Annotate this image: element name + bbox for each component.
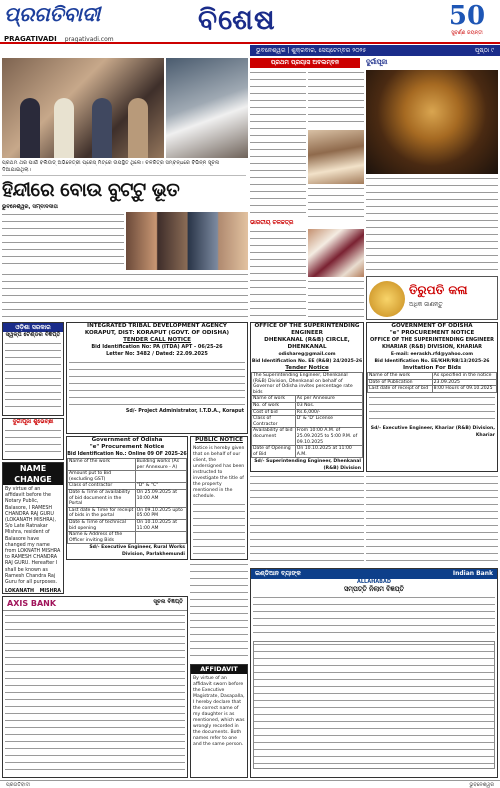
dh-value: On 10.10.2025 at 11:00 A.M. <box>295 446 362 458</box>
table-row <box>252 428 363 446</box>
gp-value: "D" & "C" <box>135 483 186 490</box>
dh-value: As per Annexure <box>295 396 362 403</box>
durga-puja-greeting[interactable] <box>2 418 64 460</box>
table-row <box>252 446 363 458</box>
story-photo-2[interactable] <box>308 229 364 277</box>
itda-signer: Sd/- Project Administrator, I.T.D.A., Koraput <box>125 409 244 414</box>
dh-label: Class of Contractor <box>252 416 296 428</box>
kh-signer: Sd/- Executive Engineer, Khariar (R&B) Division, Khariar <box>370 425 495 438</box>
ad-subtitle: ଅଧିକ ଜାଣନ୍ତୁ <box>409 301 443 308</box>
kh-office: OFFICE OF THE SUPERINTENDING ENGINEER KHARIAR (R&B) DIVISION, KHARIAR <box>369 337 495 350</box>
dh-subtitle: DHENKANAL (R&B) CIRCLE, DHENKANAL <box>264 337 350 350</box>
name-change-signer: LOKANATH MISHRA <box>5 589 61 594</box>
lead-headline[interactable]: ହିନ୍ଦୀରେ ବୋଉ ବୁଟ୍ଟୁ ଭୂତ <box>2 179 180 201</box>
table-row <box>252 396 363 403</box>
story-column-2 <box>308 70 364 128</box>
itda-bid-no: Bid Identification No: PA (ITDA) APT - 06/25-26 <box>91 344 223 350</box>
name-change-notice[interactable] <box>2 462 64 594</box>
story-subheading: ଭାରତୀୟ ଚଳଚ୍ଚିତ୍ର <box>250 220 294 226</box>
kh-label: Last date of receipt of bid <box>368 386 433 393</box>
story-column-1 <box>250 70 306 218</box>
newspaper-logo[interactable] <box>4 2 124 43</box>
khariar-tender-notice[interactable] <box>366 322 498 472</box>
footer-right: ଭୁବନେଶ୍ୱର <box>469 782 494 788</box>
kh-bid-no: Bid Identification No. EE/KHR/RB/13/2025-26 <box>374 359 490 364</box>
gp-signer: Sd/- Executive Engineer, Rural Works Division, Parlakhemundi <box>89 545 185 558</box>
dh-value: Rs.6,000/- <box>295 409 362 416</box>
story-column-2b <box>308 186 364 218</box>
kh-value: 23.09.2025 <box>432 379 496 386</box>
center-odia-column <box>250 474 364 566</box>
public-notice-body: Notice is hereby given that on behalf of our client, the undersigned has been instructed to investigate the title of the property mentioned in the schedule. <box>193 446 245 499</box>
dh-table <box>251 372 363 458</box>
anniversary-number: 50 <box>448 1 486 31</box>
gp-value: On 09.10.2025 upto 05:00 PM <box>135 507 186 519</box>
kh-label: Date of Publication <box>368 379 433 386</box>
table-row <box>252 402 363 409</box>
page-footer <box>0 780 500 788</box>
photo-figure <box>92 98 112 158</box>
name-change-body: By virtue of an affidavit before the Notary Public, Balasore, I RAMESH CHANDRA RAJ GURU (LOKANATH MISHRA), S/o Late Ratnakar Mishra, resident of Balasore have changed my name from LOKNATH MISHRA to RAMESH CHANDRA RAJ GURU. Hereafter I shall be known as Ramesh Chandra Raj Guru for all purposes. <box>5 487 61 586</box>
dh-value: From 10:00 A.M. of 25.09.2025 to 5:00 P.M. of 09.10.2025 <box>295 428 362 446</box>
table-row <box>368 386 497 393</box>
indian-bank-name-en: Indian Bank <box>452 570 493 577</box>
gp-label: Amount put to Bid (excluding GST) <box>68 471 136 483</box>
kh-title: GOVERNMENT OF ODISHA <box>391 323 473 329</box>
logo-text: ପ୍ରଗତିବାଦୀ <box>4 2 101 26</box>
dh-title: OFFICE OF THE SUPERINTENDING ENGINEER <box>254 323 360 336</box>
gp-bid-no: Bid Identification No.: Online 09 OF 2025-26 <box>67 452 187 457</box>
table-row <box>68 532 187 544</box>
dh-value: 03 Nos. <box>295 402 362 409</box>
photo-figure <box>54 98 74 158</box>
axis-bank-logo: AXIS BANK <box>7 599 57 608</box>
lead-photo[interactable] <box>2 58 164 158</box>
gp-label: Last date & Time for receipt of bids in the portal <box>69 507 134 519</box>
lead-photo-2[interactable] <box>166 58 248 158</box>
kh-email[interactable]: E-mail: eeraskh.rfd@yahoo.com <box>390 352 474 357</box>
affidavit-body: By virtue of an affidavit sworn before the Executive Magistrate, Dasapalla, I hereby declare that the correct name of my daughter is as mentioned, which was wrongly recorded in the documents. Both names refer to one and the same person. <box>193 676 245 747</box>
dateline-bar <box>250 45 500 56</box>
dh-type: Tender Notice <box>285 365 329 371</box>
dh-label: Cost of bid <box>252 409 296 416</box>
indian-bank-intro <box>253 595 495 639</box>
gp-type: "e" Procurement Notice <box>89 444 165 450</box>
kh-invitation: Invitation For Bids <box>402 365 462 371</box>
odia-notice-column <box>190 562 248 662</box>
ad-logo <box>369 281 405 317</box>
tirupati-ad[interactable] <box>366 276 498 320</box>
table-row <box>68 519 187 531</box>
page-number: ପୃଷ୍ଠା ୯ <box>474 47 494 54</box>
itda-subtitle: KORAPUT, DIST: KORAPUT (GOVT. OF ODISHA) <box>84 330 230 336</box>
odia-tender-body <box>5 341 61 411</box>
gp-label: Class of contractor <box>68 483 136 490</box>
story-column-3 <box>250 229 306 317</box>
masthead <box>0 0 500 44</box>
footer-left: ପ୍ରଗତିବାଦୀ <box>6 782 31 788</box>
kh-value: As specified in the notice <box>432 373 496 380</box>
gp-label: Date & Time of technical bid opening <box>68 519 136 531</box>
odia-tender-type: ସ୍ୱଳ୍ପ ଟେଣ୍ଡର ବିଜ୍ଞପ୍ତି <box>5 332 61 338</box>
gp-value: On 10.10.2025 at 11:00 AM <box>135 519 186 531</box>
logo-url[interactable]: pragativadi.com <box>64 36 114 43</box>
kh-value: 8:00 Hours of 09.10.2025 <box>432 386 496 393</box>
gp-label: Date & Time of availability of bid document in the Portal <box>68 489 136 507</box>
name-change-title: NAME CHANGE <box>3 463 63 485</box>
photo-figure <box>128 98 148 158</box>
table-row <box>68 459 187 471</box>
govt-procurement-notice[interactable] <box>66 436 188 560</box>
table-row <box>68 483 187 490</box>
axis-header <box>3 597 187 611</box>
gp-label: Name of the work <box>68 459 136 471</box>
lead-text-continued <box>2 272 248 318</box>
table-row <box>252 416 363 428</box>
anniversary-text: ସୁବର୍ଣ୍ଣ ଜୟନ୍ତୀ <box>451 30 483 36</box>
dh-bid-no: Bid Identification No. EE (R&B) 24/2025-26 <box>251 359 363 364</box>
photo-figure <box>20 98 40 158</box>
indian-bank-name-odia: ଇଣ୍ଡିଆନ ବ୍ୟାଙ୍କ <box>255 570 301 577</box>
dh-label: Name of work <box>252 396 296 403</box>
affidavit-title: AFFIDAVIT <box>191 665 247 674</box>
dhenkanal-tender-notice[interactable] <box>250 322 364 472</box>
gp-value <box>135 532 186 544</box>
right-odia-column <box>366 474 498 566</box>
table-row <box>68 489 187 507</box>
ad-title: ତିରୁପତି କଳା <box>409 283 468 297</box>
public-notice-more <box>193 502 245 560</box>
dh-label: Availability of bid document <box>252 428 296 446</box>
section-title: ବିଶେଷ <box>198 3 276 36</box>
date-text: ଭୁବନେଶ୍ୱର | ଶୁକ୍ରବାର, ସେପ୍ଟେମ୍ବର ୨୦୨୫ <box>256 47 367 54</box>
gp-table <box>67 458 187 544</box>
kh-more-text <box>369 395 495 423</box>
public-notice[interactable] <box>190 436 248 560</box>
story-photo-1[interactable] <box>308 130 364 184</box>
film-posters-image[interactable] <box>126 212 248 270</box>
lead-photo-caption: ପ୍ରଥମ ଥର ପାଇଁ ବଲିଉଡ୍ ଅଭିନେତ୍ରୀ ପ୍ରେସ୍ ମିଟ୍‌ରେ ଉପସ୍ଥିତ ଥିଲେ। ଚଳଚ୍ଚିତ୍ର ସମ୍ବନ୍ଧରେ ବିଭିନ୍ନ ସୂଚନା ଦିଆଯାଇଥିଲା। <box>2 160 246 176</box>
gp-value <box>135 471 186 483</box>
durga-puja-body <box>5 428 61 458</box>
table-row <box>368 373 497 380</box>
durga-heading: ଦୁର୍ଗାପୂଜା <box>366 58 388 66</box>
lead-byline: ଭୁବନେଶ୍ୱର, ସମ୍ବାଦଦାତା <box>2 204 58 210</box>
table-row <box>368 379 497 386</box>
durga-puja-heading: ଦୁର୍ଗାପୂଜା ଶୁଭେଚ୍ଛା <box>12 419 54 425</box>
affidavit-notice[interactable] <box>190 664 248 778</box>
public-notice-title: PUBLIC NOTICE <box>195 437 243 443</box>
story-column-4 <box>308 279 364 317</box>
dh-value: D' & 'D' License <box>295 416 362 428</box>
indian-bank-table <box>253 641 495 769</box>
indian-bank-notice[interactable] <box>250 568 498 778</box>
lead-text-column <box>2 212 124 264</box>
story-kicker: ପ୍ରଥମ ପ୍ରୟାସ ଅବଲମ୍ବନ <box>250 58 360 68</box>
itda-title: INTEGRATED TRIBAL DEVELOPMENT AGENCY <box>87 323 227 329</box>
odia-tender-title: ଓଡ଼ିଶା ସରକାର <box>3 323 63 332</box>
dh-cell: The Superintending Engineer, Dhenkanal (R&B) Division, Dhenkanal on behalf of Governor of Odisha invites percentage rate bids <box>252 373 363 396</box>
itda-type: TENDER CALL NOTICE <box>123 337 191 343</box>
axis-bank-notice[interactable] <box>2 596 188 778</box>
gp-title: Government of Odisha <box>91 437 163 443</box>
table-row <box>252 409 363 416</box>
indian-bank-tag: ALLAHABAD <box>357 579 391 585</box>
kh-label: Name of the work <box>368 373 433 380</box>
odia-tender-notice[interactable] <box>2 322 64 416</box>
durga-story-text <box>366 176 498 274</box>
itda-tender-notice[interactable] <box>66 322 248 434</box>
kh-table <box>367 372 497 393</box>
gp-value: On 25.09.2025 at 10:00 AM <box>135 489 186 507</box>
gp-value: Building works (As per Annexure - A) <box>135 459 186 471</box>
durga-idol-photo[interactable] <box>366 70 498 174</box>
indian-bank-heading: ସମ୍ପତ୍ତି ନିଲାମ ବିଜ୍ଞପ୍ତି <box>344 585 404 593</box>
table-row <box>68 471 187 483</box>
indian-bank-header <box>251 569 497 579</box>
dh-label: No. of work <box>252 402 296 409</box>
kh-type: "e" PROCUREMENT NOTICE <box>389 330 475 336</box>
dh-label: Date of Opening of Bid <box>252 446 296 458</box>
table-row <box>68 507 187 519</box>
itda-letter: Letter No: 3482 / Dated: 22.09.2025 <box>106 351 208 357</box>
gp-label: Name & Address of the Officer inviting Bids <box>68 532 136 544</box>
itda-table-body <box>69 360 245 406</box>
anniversary-badge <box>440 2 494 38</box>
logo-subtitle: PRAGATIVADI <box>4 35 57 43</box>
table-row <box>252 373 363 396</box>
dh-email[interactable]: odishareg@gmail.com <box>278 352 336 357</box>
axis-notice-type: ସୂଚନା ବିଜ୍ଞପ୍ତି <box>153 599 183 605</box>
dh-signer: Sd/- Superintending Engineer, Dhenkanal (R&B) Division <box>254 459 361 472</box>
axis-notice-body <box>5 613 185 773</box>
